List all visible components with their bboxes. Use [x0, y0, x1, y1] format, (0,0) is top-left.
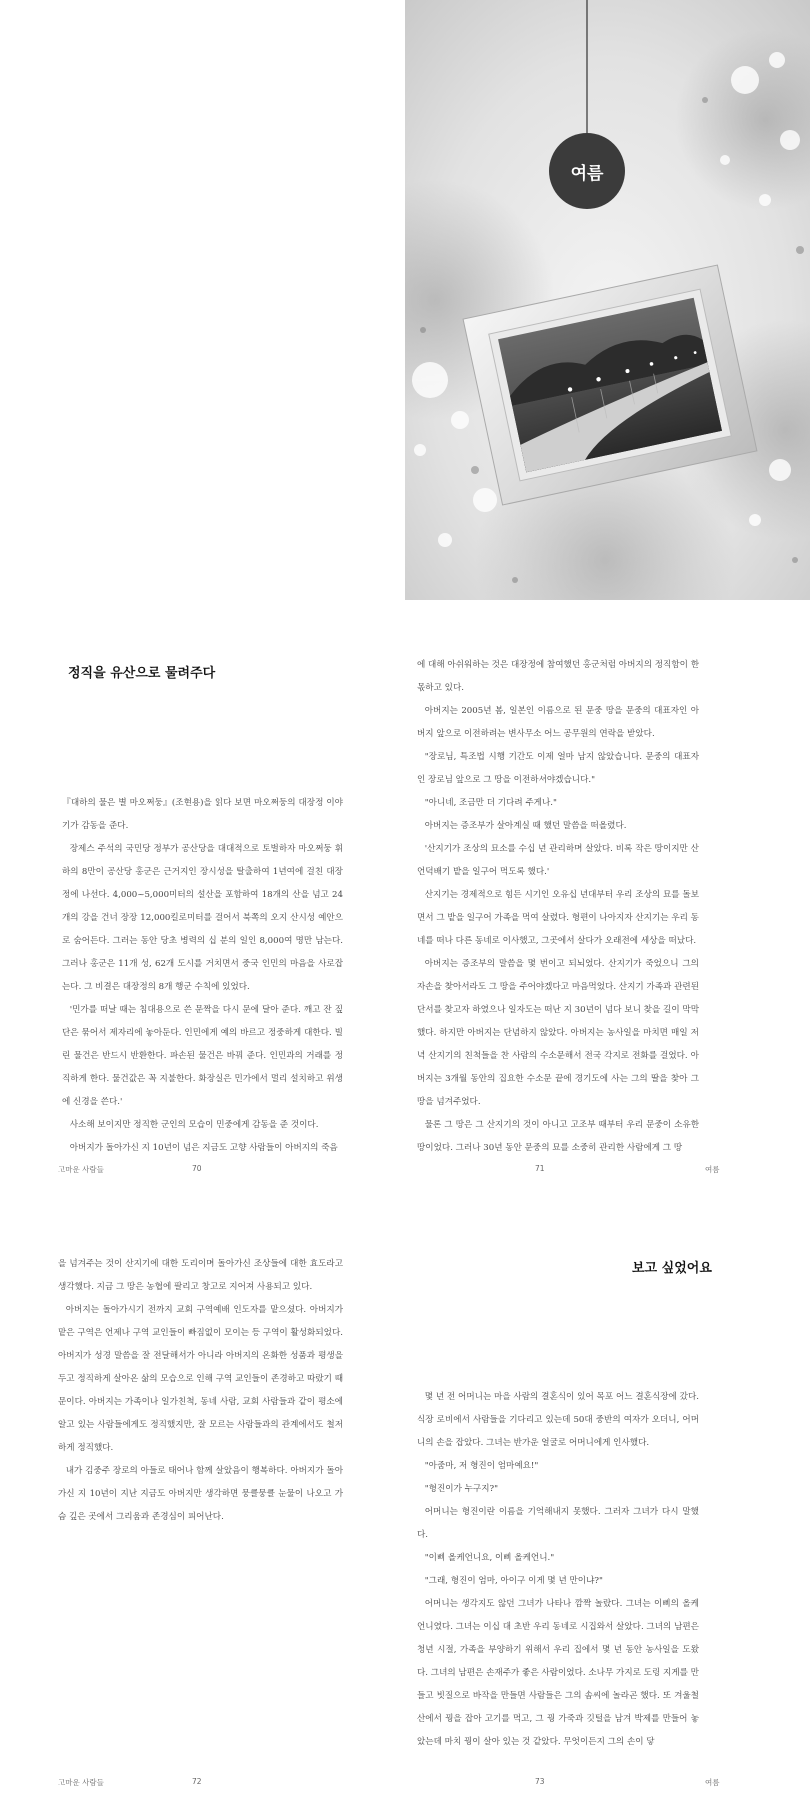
- paragraph: "그래, 형진이 엄마, 아이구 이게 몇 년 만이냐?": [424, 1576, 603, 1586]
- paragraph: "형진이가 누구지?": [424, 1484, 499, 1494]
- paragraph: 『대하의 물은 별 마오쩌둥』(조현용)을 읽다 보면 마오쩌둥의 대장정 이야기가 감동을 준다.: [62, 798, 343, 831]
- page-number: 72: [192, 1777, 202, 1786]
- paragraph: 사소해 보이지만 정직한 군인의 모습이 민중에게 감동을 준 것이다.: [69, 1120, 319, 1130]
- paragraph: "이삐 올케언니요, 이삐 올케언니.": [424, 1553, 555, 1563]
- chapter-title: 여름: [570, 163, 604, 184]
- section-heading: 정직을 유산으로 물려주다: [68, 666, 216, 681]
- body-text: [417, 654, 699, 1160]
- paragraph: 몇 년 전 어머니는 마을 사람의 결혼식이 있어 목포 어느 결혼식장에 갔다. 식장 로비에서 사람들을 기다리고 있는데 50대 중반의 여자가 오더니, 어머니의 손을 잡았다. 그녀는 반가운 얼굴로 어머니에게 인사했다.: [417, 1392, 699, 1448]
- page-73: [405, 1225, 810, 1800]
- paragraph: 아버지는 증조부의 말씀을 몇 번이고 되뇌었다. 산지기가 죽었으니 그의 자손을 찾아서라도 그 땅을 주어야겠다고 마음먹었다. 산지기 가족과 관련된 단서를 찾고자 하였으나 일자도는 떠난 지 30년이 넘다 보니 찾을 길이 막막했다. 하지만 아버지는 단념하지 않았다. 아버지는 농사일을 마치면 매일 저녁 산지기의 친척들을 찬 사람의 수소문해서 전국 각지로 전화를 걸었다. 아버지는 3개월 동안의 집요한 수소문 끝에 경기도에 사는 그의 딸을 찾아 그 땅을 넘겨주었다.: [417, 959, 699, 1107]
- paragraph: 아버지가 돌아가신 지 10년이 넘은 지금도 고향 사람들이 아버지의 죽음: [69, 1143, 338, 1153]
- paragraph: 산지기는 경제적으로 힘든 시기인 오유십 년대부터 우리 조상의 묘를 돌보면서 그 밭을 일구어 가족을 먹여 살렸다. 형편이 나아지자 산지기는 우리 동네를 떠나 다른 동네로 이사했고, 그곳에서 살다가 오래전에 세상을 떠났다.: [417, 890, 699, 946]
- paragraph: "아줌마, 저 형진이 엄마예요!": [424, 1461, 539, 1471]
- chapter-badge: [549, 133, 625, 209]
- body-text: [417, 1386, 699, 1754]
- body-text: [62, 792, 343, 1160]
- page-72: [0, 1225, 405, 1800]
- page-number: 71: [535, 1164, 545, 1173]
- paragraph: 어머니는 형진이란 이름을 기억해내지 못했다. 그러자 그녀가 다시 말했다.: [417, 1507, 699, 1540]
- paragraph: 장제스 주석의 국민당 정부가 공산당을 대대적으로 토벌하자 마오쩌둥 휘하의 8만이 공산당 홍군은 근거지인 장시성을 탈출하여 1년여에 걸친 대장정에 나선다. 4,000~5,000미터의 설산을 포함하여 18개의 산을 넘고 24개의 강을 건너 장장 12,000킬로미터를 걸어서 북쪽의 오지 산시성 예안으로 숨어든다. 그러는 동안 당초 병력의 십 분의 일인 8,000여 명만 남는다. 그러나 홍군은 11개 성, 62개 도시를 거치면서 중국 인민의 마음을 사로잡는다. 그 비결은 대장정의 8개 행군 수칙에 있었다.: [62, 844, 344, 992]
- page-number: 73: [535, 1777, 545, 1786]
- paragraph: '산지기가 조상의 묘소를 수십 년 관리하며 살았다. 비록 작은 땅이지만 산 언덕배기 밭을 일구어 먹도록 했다.': [417, 844, 699, 877]
- paragraph: 을 넘겨주는 것이 산지기에 대한 도리이며 돌아가신 조상들에 대한 효도라고 생각했다. 지금 그 땅은 농협에 팔리고 창고로 지어져 사용되고 있다.: [58, 1259, 343, 1292]
- paragraph: "아니네, 조금만 더 기다려 주게나.": [424, 798, 557, 808]
- watercolor-background-image: [405, 0, 810, 600]
- paragraph: 물론 그 땅은 그 산지기의 것이 아니고 고조부 때부터 우리 문중이 소유한 땅이었다. 그러나 30년 동안 문중의 묘를 소중히 관리한 사람에게 그 땅: [417, 1120, 699, 1153]
- running-footer-title: 여름: [705, 1165, 720, 1174]
- page-71: [405, 630, 810, 1185]
- spread-72-73: [0, 1225, 810, 1800]
- paragraph: 아버지는 돌아가시기 전까지 교회 구역예배 인도자를 맡으셨다. 아버지가 맡은 구역은 언제나 구역 교인들이 빠짐없이 모이는 등 구역이 활성화되었다. 아버지가 성경 말씀을 잘 전달해서가 아니라 아버지의 온화한 성품과 평생을 두고 정직하게 살아온 삶의 모습으로 인해 구역 교인들이 존경하고 따랐기 때문이다. 아버지는 가족이나 일가친척, 동네 사람, 교회 사람들과 같이 평소에 알고 있는 사람들에게도 정직했지만, 잘 모르는 사람들과의 관계에서도 철저하게 정직했다.: [58, 1305, 343, 1453]
- paragraph: 아버지는 2005년 봄, 일본인 이름으로 된 문중 땅을 문중의 대표자인 아버지 앞으로 이전하려는 변사무소 어느 공무원의 연락을 받았다.: [417, 706, 699, 739]
- paragraph: "장로님, 특조법 시행 기간도 이제 얼마 남지 않았습니다. 문중의 대표자인 장로님 앞으로 그 땅을 이전하셔야겠습니다.": [417, 752, 699, 785]
- blank-page: [0, 0, 405, 600]
- page-70: [0, 630, 405, 1185]
- running-footer-title: 여름: [705, 1778, 720, 1787]
- paragraph: 내가 김중주 장로의 아들로 태어나 함께 살았음이 행복하다. 아버지가 돌아가신 지 10년이 지난 지금도 아버지만 생각하면 뭉클뭉클 눈물이 나오고 가슴 깊은 곳에서 그리움과 존경심이 피어난다.: [58, 1466, 343, 1522]
- paragraph: 어머니는 생각지도 않던 그녀가 나타나 깜짝 놀랐다. 그녀는 이삐의 올케언니였다. 그녀는 이십 대 초반 우리 동네로 시집와서 살았다. 그녀의 남편은 청년 시절, 가족을 부양하기 위해서 우리 집에서 몇 년 동안 농사일을 도왔다. 그녀의 남편은 손재주가 좋은 사람이었다. 소나무 가지로 도링 지게를 만들고 빗질으로 바작을 만들면 사람들은 그의 솜씨에 놀라곤 했다. 또 겨울철 산에서 꿩을 잡아 고기를 먹고, 그 꿩 가죽과 깃털을 남겨 박제를 만들어 놓았는데 마치 꿩이 살아 있는 것 같았다. 무엇이든지 그의 손이 닿: [417, 1599, 699, 1747]
- paragraph: '민가를 떠날 때는 침대용으로 쓴 문짝을 다시 문에 달아 준다. 깨고 잔 짚단은 묶어서 제자리에 놓아둔다. 인민에게 예의 바르고 정중하게 대한다. 빌린 물건은 반드시 반환한다. 파손된 물건은 바꿔 준다. 인민과의 거래를 정직하게 한다. 물건값은 꼭 지불한다. 화장실은 민가에서 멀리 설치하고 위생에 신경을 쓴다.': [62, 1005, 343, 1107]
- body-text: [58, 1253, 343, 1529]
- running-footer-title: 고마운 사람들: [58, 1778, 104, 1787]
- chapter-spread: [0, 0, 810, 600]
- running-footer-title: 고마운 사람들: [58, 1165, 104, 1174]
- page-number: 70: [192, 1164, 202, 1173]
- chapter-illustration: [405, 0, 810, 600]
- section-heading: 보고 싶었어요: [632, 1261, 712, 1276]
- paragraph: 아버지는 증조부가 살아계실 때 했던 말씀을 떠올렸다.: [424, 821, 627, 831]
- paragraph: 에 대해 아쉬워하는 것은 대장정에 참여했던 홍군처럼 아버지의 정직함이 한몫하고 있다.: [417, 660, 699, 693]
- spread-70-71: [0, 630, 810, 1185]
